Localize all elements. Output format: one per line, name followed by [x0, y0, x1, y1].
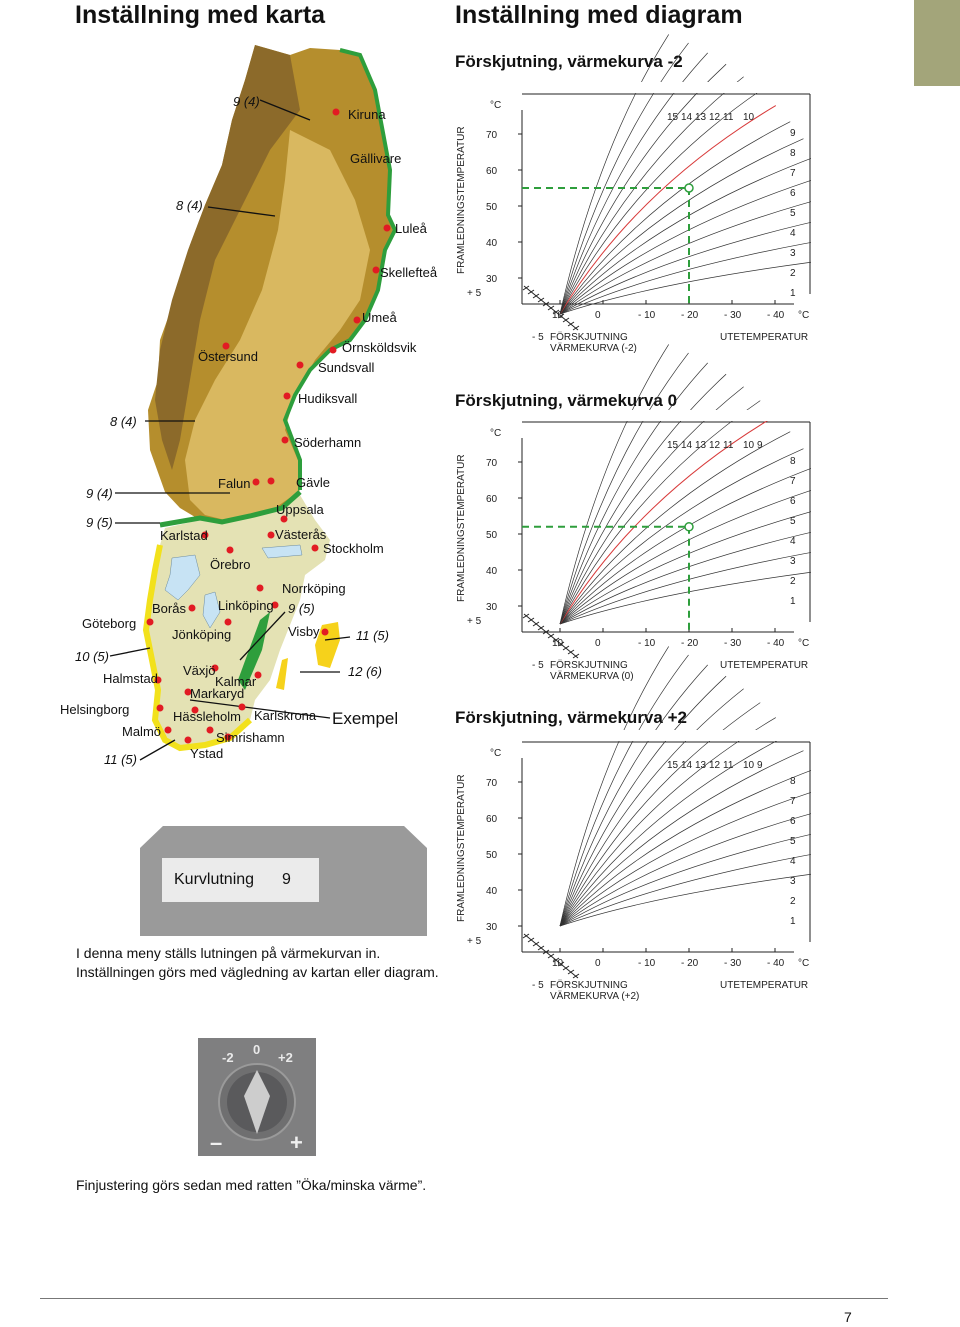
city-label: Borås	[152, 601, 186, 616]
map-small-island	[276, 658, 288, 690]
marker-point	[685, 184, 693, 192]
curve-top-label: 10	[743, 440, 755, 451]
x-tick-label: 10	[552, 638, 564, 649]
kurvlutning-value: 9	[282, 871, 291, 888]
mask	[811, 730, 871, 952]
chart-title: Förskjutning, värmekurva +2	[455, 708, 687, 727]
y-tick-label: 70	[486, 130, 498, 141]
x-unit-label: °C	[798, 310, 810, 321]
city-label: Växjö	[183, 663, 216, 678]
heating-curve	[560, 525, 843, 624]
curve-side-label: 7	[790, 796, 796, 807]
knob-plus-label: +	[290, 1130, 303, 1155]
x-tick-label: - 20	[681, 958, 699, 969]
shift-caption: FÖRSKJUTNING	[550, 332, 628, 343]
curve-side-label: 1	[790, 288, 796, 299]
y-axis-label: FRAMLEDNINGSTEMPERATUR	[456, 774, 467, 922]
x-tick-label: - 10	[638, 310, 656, 321]
mask	[522, 730, 810, 741]
city-label: Gävle	[296, 475, 330, 490]
curve-side-label: 5	[790, 208, 796, 219]
x-tick-label: 10	[552, 958, 564, 969]
mask	[522, 410, 810, 421]
city-label: Visby	[288, 624, 320, 639]
sidebar-tab	[914, 0, 960, 86]
curve-side-label: 6	[790, 188, 796, 199]
heating-curve	[560, 827, 843, 926]
region-label: 9 (5)	[288, 601, 315, 616]
shift-caption: FÖRSKJUTNING	[550, 980, 628, 991]
y-tick-label: 60	[486, 814, 498, 825]
curve-top-label: 9	[757, 440, 763, 451]
curve-side-label: 4	[790, 536, 796, 547]
shift-caption: VÄRMEKURVA (+2)	[550, 991, 640, 1002]
y-tick-label: 40	[486, 886, 498, 897]
curve-side-label: 8	[790, 456, 796, 467]
shift-bottom-label: - 5	[532, 660, 544, 671]
x-tick-label: 0	[595, 310, 601, 321]
heating-curve	[560, 139, 803, 314]
city-label: Uppsala	[276, 502, 324, 517]
knob-scale-label: -2	[222, 1050, 234, 1065]
knob-scale-label: 0	[253, 1042, 261, 1057]
city-label: Falun	[218, 476, 251, 491]
curve-top-label: 11	[723, 440, 734, 451]
marker-point	[685, 523, 693, 531]
x-tick-label: - 40	[767, 638, 785, 649]
region-label: 8 (4)	[176, 198, 203, 213]
page-number: 7	[844, 1309, 852, 1325]
footer-divider	[40, 1298, 888, 1299]
city-label: Jönköping	[172, 627, 232, 642]
city-label: Stockholm	[323, 541, 384, 556]
x-tick-label: 10	[552, 310, 564, 321]
shift-caption: VÄRMEKURVA (0)	[550, 671, 634, 682]
curve-side-label: 1	[790, 596, 796, 607]
region-label: 11 (5)	[356, 628, 389, 643]
knob-minus-label: –	[210, 1130, 223, 1155]
y-unit-label: °C	[490, 428, 502, 439]
y-tick-label: 40	[486, 238, 498, 249]
curve-top-label: 14	[681, 760, 693, 771]
curve-side-label: 4	[790, 228, 796, 239]
region-label: 9 (4)	[233, 94, 260, 109]
region-label: 10 (5)	[75, 649, 109, 664]
region-label: 9 (4)	[86, 486, 113, 501]
finjustering-text: Finjustering görs sedan med ratten ”Öka/minska värme”.	[76, 1177, 427, 1193]
x-tick-label: - 20	[681, 638, 699, 649]
city-label: Västerås	[275, 527, 327, 542]
shift-bottom-label: - 5	[532, 332, 544, 343]
y-tick-label: 60	[486, 166, 498, 177]
mask	[522, 82, 810, 93]
y-tick-label: 70	[486, 458, 498, 469]
knob-scale-label: +2	[278, 1050, 293, 1065]
city-label: Sundsvall	[318, 360, 375, 375]
y-tick-label: 30	[486, 922, 498, 933]
heating-curve	[560, 122, 790, 314]
y-unit-label: °C	[490, 100, 502, 111]
heating-curve-chart	[452, 730, 822, 1005]
curve-top-label: 12	[709, 112, 721, 123]
y-tick-label: 50	[486, 530, 498, 541]
city-label: Karlstad	[160, 528, 208, 543]
city-label: Östersund	[198, 349, 258, 364]
chart-title: Förskjutning, värmekurva -2	[455, 52, 683, 71]
curve-side-label: 9	[790, 128, 796, 139]
x-tick-label: - 40	[767, 310, 785, 321]
x-unit-label: °C	[798, 958, 810, 969]
city-label: Umeå	[362, 310, 397, 325]
x-axis-label: UTETEMPERATUR	[720, 660, 809, 671]
curve-top-label: 12	[709, 440, 721, 451]
curve-top-label: 10	[743, 112, 755, 123]
city-label: Malmö	[122, 724, 162, 739]
chart-title: Förskjutning, värmekurva 0	[455, 391, 678, 410]
y-tick-label: 70	[486, 778, 498, 789]
x-tick-label: 0	[595, 958, 601, 969]
curve-side-label: 1	[790, 916, 796, 927]
x-tick-label: - 10	[638, 958, 656, 969]
example-label: Exempel	[332, 709, 399, 728]
x-tick-label: - 30	[724, 310, 742, 321]
curve-top-label: 10	[743, 760, 755, 771]
description	[76, 944, 456, 982]
city-label: Kiruna	[348, 107, 386, 122]
curve-side-label: 2	[790, 896, 796, 907]
x-tick-label: 0	[595, 638, 601, 649]
city-label: Göteborg	[82, 616, 137, 631]
curve-side-label: 5	[790, 516, 796, 527]
region-label: 8 (4)	[110, 414, 137, 429]
adjustment-knob[interactable]	[198, 1038, 316, 1156]
region-label: 9 (5)	[86, 515, 113, 530]
city-label: Linköping	[218, 598, 274, 613]
city-label: Hässleholm	[173, 709, 241, 724]
heating-curve	[560, 787, 826, 926]
heating-curve	[560, 432, 790, 624]
map-heading: Inställning med karta	[75, 1, 326, 29]
y-tick-label: 60	[486, 494, 498, 505]
curve-side-label: 8	[790, 776, 796, 787]
mask	[811, 82, 871, 304]
heating-curve	[560, 655, 689, 926]
curve-top-label: 9	[757, 760, 763, 771]
x-tick-label: - 20	[681, 310, 699, 321]
y-tick-label: 50	[486, 850, 498, 861]
city-label: Norrköping	[282, 581, 346, 596]
curve-side-label: 2	[790, 268, 796, 279]
heating-curve	[560, 751, 803, 926]
x-axis-label: UTETEMPERATUR	[720, 332, 809, 343]
x-unit-label: °C	[798, 638, 810, 649]
curve-top-label: 13	[695, 440, 707, 451]
heating-curve	[560, 546, 850, 624]
y-tick-label: 30	[486, 602, 498, 613]
city-label: Ystad	[190, 746, 224, 761]
curve-side-label: 3	[790, 556, 796, 567]
x-axis-label: UTETEMPERATUR	[720, 980, 809, 991]
heating-curve	[560, 485, 826, 624]
heating-curve	[560, 848, 850, 926]
x-tick-label: - 30	[724, 638, 742, 649]
shift-bottom-label: - 5	[532, 980, 544, 991]
curve-side-label: 3	[790, 248, 796, 259]
x-tick-label: - 30	[724, 958, 742, 969]
heating-curve	[560, 449, 803, 624]
curve-top-label: 15	[667, 760, 679, 771]
curve-side-label: 8	[790, 148, 796, 159]
curve-side-label: 5	[790, 836, 796, 847]
curve-top-label: 14	[681, 112, 693, 123]
heating-curve	[560, 215, 843, 314]
description-line: I denna meny ställs lutningen på värmekurvan in.	[76, 945, 381, 961]
curve-top-label: 14	[681, 440, 693, 451]
curve-top-label: 13	[695, 760, 707, 771]
mask	[811, 410, 871, 632]
curve-top-label: 15	[667, 440, 679, 451]
heating-curve	[560, 175, 826, 314]
shift-caption: VÄRMEKURVA (-2)	[550, 343, 637, 354]
heating-curve-chart	[452, 82, 822, 354]
city-label: Söderhamn	[294, 435, 362, 450]
curve-top-label: 15	[667, 112, 679, 123]
curve-top-label: 13	[695, 112, 707, 123]
y-axis-label: FRAMLEDNINGSTEMPERATUR	[456, 126, 467, 274]
curve-top-label: 12	[709, 760, 721, 771]
heating-curve-chart	[452, 410, 822, 685]
diagram-heading: Inställning med diagram	[455, 1, 743, 29]
y-unit-label: °C	[490, 748, 502, 759]
curve-side-label: 7	[790, 168, 796, 179]
city-label: Luleå	[395, 221, 427, 236]
x-tick-label: - 10	[638, 638, 656, 649]
curve-side-label: 3	[790, 876, 796, 887]
city-label: Helsingborg	[60, 702, 130, 717]
y-tick-label: 50	[486, 202, 498, 213]
region-label: 11 (5)	[104, 752, 137, 767]
kurvlutning-label: Kurvlutning	[174, 871, 255, 888]
city-label: Gällivare	[350, 151, 402, 166]
city-label: Halmstad	[103, 671, 158, 686]
city-label: Örnsköldsvik	[342, 340, 417, 355]
shift-top-label: + 5	[467, 616, 482, 627]
y-tick-label: 30	[486, 274, 498, 285]
shift-caption: FÖRSKJUTNING	[550, 660, 628, 671]
city-label: Örebro	[210, 557, 251, 572]
curve-top-label: 11	[723, 112, 734, 123]
curve-side-label: 7	[790, 476, 796, 487]
curve-top-label: 11	[723, 760, 734, 771]
shift-top-label: + 5	[467, 936, 482, 947]
city-label: Simrishamn	[216, 730, 285, 745]
shift-top-label: + 5	[467, 288, 482, 299]
curve-side-label: 6	[790, 496, 796, 507]
city-label: Karlskrona	[254, 708, 317, 723]
y-tick-label: 40	[486, 566, 498, 577]
y-axis-label: FRAMLEDNINGSTEMPERATUR	[456, 454, 467, 602]
city-label: Hudiksvall	[298, 391, 358, 406]
city-label: Markaryd	[190, 686, 245, 701]
description-line: Inställningen görs med vägledning av kartan eller diagram.	[76, 964, 439, 980]
curve-side-label: 2	[790, 576, 796, 587]
shift-axis	[524, 934, 578, 978]
sweden-map	[0, 0, 450, 800]
city-label: Kalmar	[215, 674, 257, 689]
city-label: Skellefteå	[380, 265, 438, 280]
curve-side-label: 4	[790, 856, 796, 867]
region-label: 12 (6)	[348, 664, 382, 679]
x-tick-label: - 40	[767, 958, 785, 969]
curve-side-label: 6	[790, 816, 796, 827]
